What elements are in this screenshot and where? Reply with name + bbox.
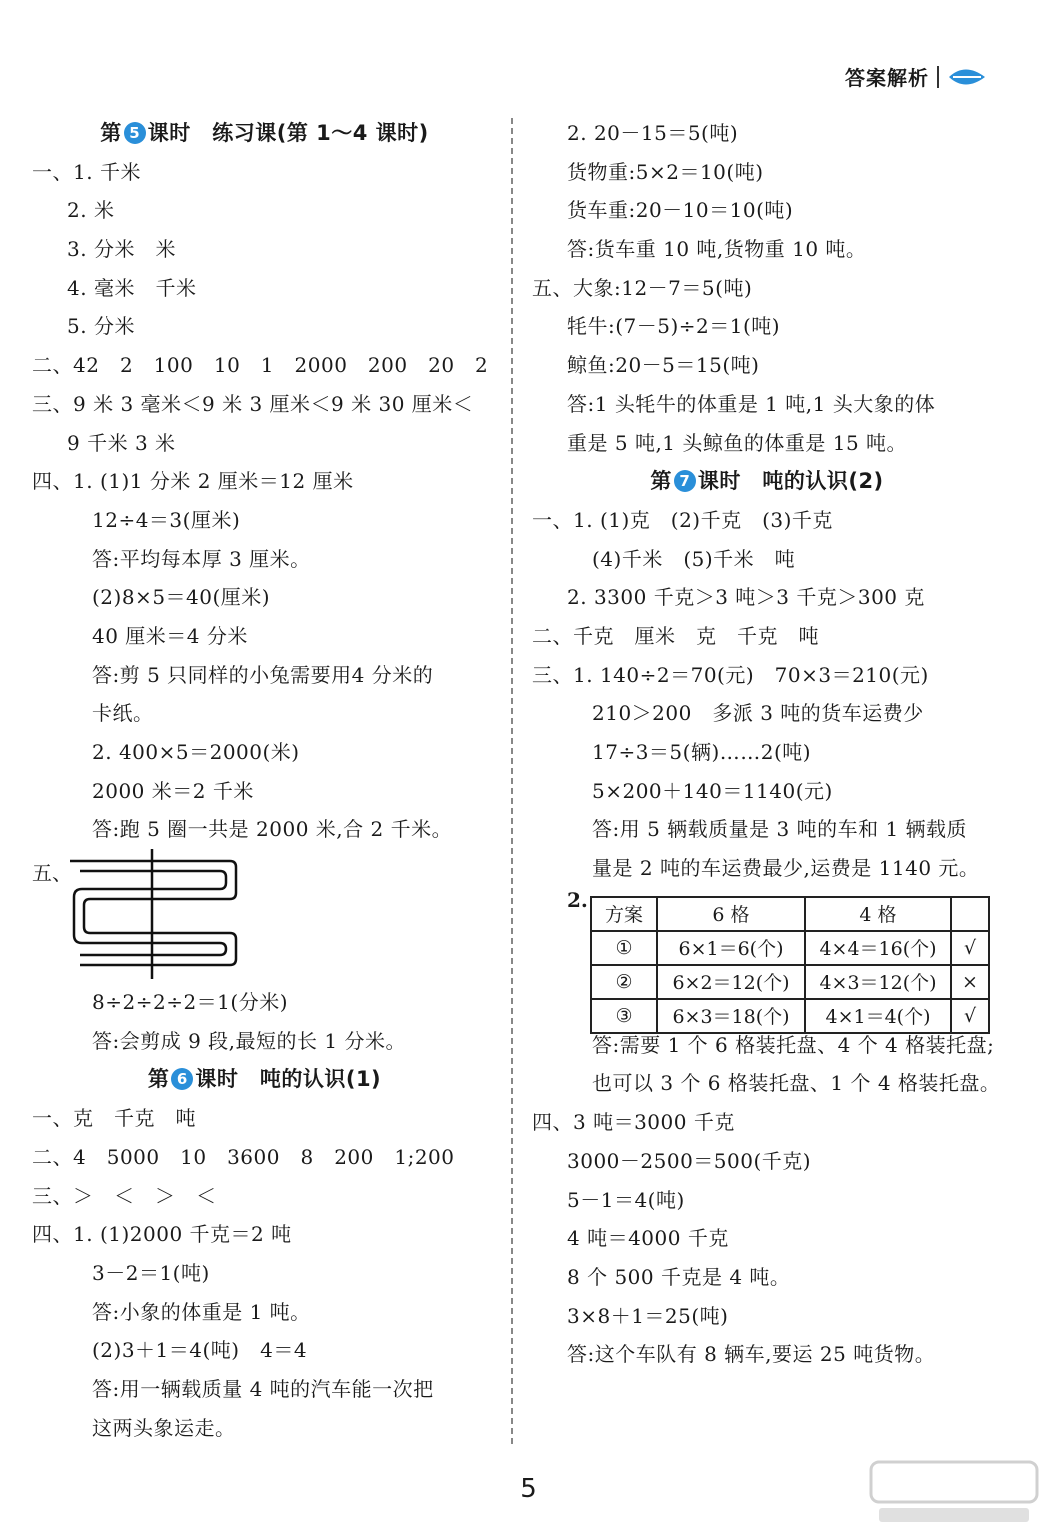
lesson-7-heading: 第 7 课时 吨的认识(2) (650, 469, 884, 494)
table-cell: 6×3＝18(个) (657, 999, 805, 1033)
header-separator (937, 66, 939, 88)
page-header (845, 62, 987, 91)
answer-line: 四、1. (1)2000 千克＝2 吨 (32, 1222, 292, 1247)
answer-line: 2. 米 (67, 198, 115, 223)
column-divider (511, 118, 513, 1444)
answer-line: 答:用 5 辆载质量是 3 吨的车和 1 辆载质 (592, 817, 968, 842)
table-header-row (591, 897, 989, 931)
answer-line: 4. 毫米 千米 (67, 275, 197, 300)
answer-line: 鲸鱼:20－5＝15(吨) (567, 353, 760, 378)
answer-line: (2)3＋1＝4(吨) 4＝4 (92, 1338, 308, 1363)
blue-leaf-icon (947, 64, 987, 90)
table-row (591, 931, 989, 965)
answer-line: 二、千克 厘米 克 千克 吨 (532, 623, 819, 648)
answer-line: 二、42 2 100 10 1 2000 200 20 2 (32, 353, 489, 378)
answer-line: 2. 400×5＝2000(米) (92, 740, 300, 764)
plan-table-row (532, 887, 1002, 1029)
cross-mark-icon: × (951, 965, 989, 999)
right-column (532, 114, 1002, 1374)
answer-line: 答:跑 5 圈一共是 2000 米,合 2 千米。 (92, 817, 453, 842)
answer-line: (4)千米 (5)千米 吨 (592, 546, 796, 571)
answer-line: 货车重:20－10＝10(吨) (567, 198, 794, 223)
answer-line: 答:会剪成 9 段,最短的长 1 分米。 (92, 1028, 406, 1053)
answer-line: 40 厘米＝4 分米 (92, 623, 248, 648)
answer-line: 5. 分米 (67, 314, 135, 339)
answer-line: 答:这个车队有 8 辆车,要运 25 吨货物。 (567, 1342, 936, 1367)
answer-line: 货物重:5×2＝10(吨) (567, 159, 764, 184)
answer-line: 量是 2 吨的车运费最少,运费是 1140 元。 (592, 856, 980, 881)
answer-line: 答:剪 5 只同样的小兔需要用4 分米的 (92, 662, 434, 687)
answer-line: 重是 5 吨,1 头鲸鱼的体重是 15 吨。 (567, 430, 908, 455)
table-header-cell: 方案 (591, 897, 657, 931)
table-row (591, 965, 989, 999)
table-cell: 4×4＝16(个) (805, 931, 951, 965)
answer-line: 也可以 3 个 6 格装托盘、1 个 4 格装托盘。 (592, 1071, 1001, 1096)
answer-line: 四、3 吨＝3000 千克 (532, 1110, 735, 1135)
answer-line: 2. 3300 千克＞3 吨＞3 千克＞300 克 (567, 585, 925, 610)
lesson-number-badge: 7 (674, 470, 696, 492)
answer-line: 一、克 千克 吨 (32, 1106, 196, 1131)
answer-line: 答:需要 1 个 6 格装托盘、4 个 4 格装托盘; (592, 1032, 995, 1057)
lesson-6-heading: 第 6 课时 吨的认识(1) (147, 1067, 382, 1092)
answer-line: 答:平均每本厚 3 厘米。 (92, 546, 311, 571)
answer-line: 2. 20－15＝5(吨) (567, 121, 739, 145)
lesson-number-badge: 6 (171, 1068, 193, 1090)
answer-line: 210＞200 多派 3 吨的货车运费少 (592, 701, 924, 726)
answer-line: 四、1. (1)1 分米 2 厘米＝12 厘米 (32, 469, 354, 494)
answer-line: 答:小象的体重是 1 吨。 (92, 1299, 311, 1324)
answer-line: 三、9 米 3 毫米＜9 米 3 厘米＜9 米 30 厘米＜ (32, 391, 474, 416)
answer-line: 答:用一辆载质量 4 吨的汽车能一次把 (92, 1376, 434, 1401)
answer-line: 答:1 头牦牛的体重是 1 吨,1 头大象的体 (567, 391, 936, 416)
table-header-cell (951, 897, 989, 931)
table-header-cell: 4 格 (805, 897, 951, 931)
answer-line: 二、4 5000 10 3600 8 200 1;200 (32, 1144, 455, 1169)
watermark-logo (869, 1458, 1039, 1528)
answer-line: 3000－2500＝500(千克) (567, 1148, 812, 1173)
answer-line: 5×200＋140＝1140(元) (592, 778, 833, 803)
answer-line: 8÷2÷2÷2＝1(分米) (92, 990, 289, 1015)
folded-rope-figure-row (32, 849, 497, 983)
answer-line: 2000 米＝2 千米 (92, 778, 254, 803)
answer-line: 答:货车重 10 吨,货物重 10 吨。 (567, 237, 867, 262)
lesson-5-heading: 第 5 课时 练习课(第 1～4 课时) (100, 121, 429, 145)
answer-line: 8 个 500 千克是 4 吨。 (567, 1264, 791, 1289)
answer-line: 3－2＝1(吨) (92, 1260, 210, 1285)
plan-table (590, 896, 990, 1034)
table-cell: 4×3＝12(个) (805, 965, 951, 999)
figure-label: 五、 (32, 861, 72, 886)
table-label: 2. (567, 887, 588, 912)
answer-line: 一、1. (1)克 (2)千克 (3)千克 (532, 507, 833, 532)
table-cell: 6×1＝6(个) (657, 931, 805, 965)
answer-line: 17÷3＝5(辆)……2(吨) (592, 740, 812, 764)
plan-table-wrapper (590, 896, 990, 1034)
lesson-number-badge: 5 (124, 122, 146, 144)
table-header-cell: 6 格 (657, 897, 805, 931)
header-title: 答案解析 (845, 66, 929, 90)
answer-line: 三、1. 140÷2＝70(元) 70×3＝210(元) (532, 662, 929, 687)
answer-line: (2)8×5＝40(厘米) (92, 585, 271, 610)
answer-line: 3×8＋1＝25(吨) (567, 1303, 729, 1328)
answer-line: 9 千米 3 米 (67, 430, 176, 455)
answer-line: 卡纸。 (92, 701, 154, 726)
table-cell: 4×1＝4(个) (805, 999, 951, 1033)
answer-line: 一、1. 千米 (32, 159, 141, 184)
answer-line: 三、＞ ＜ ＞ ＜ (32, 1183, 217, 1208)
answer-line: 3. 分米 米 (67, 237, 176, 262)
page-number: 5 (520, 1474, 537, 1504)
left-column (32, 114, 497, 1447)
table-row (591, 999, 989, 1033)
table-cell: ② (591, 965, 657, 999)
folded-rope-figure (70, 849, 240, 979)
answer-line: 这两头象运走。 (92, 1415, 236, 1440)
check-mark-icon: √ (951, 931, 989, 965)
answer-line: 5－1＝4(吨) (567, 1187, 685, 1212)
answer-line: 4 吨＝4000 千克 (567, 1226, 729, 1251)
table-cell: ③ (591, 999, 657, 1033)
table-cell: 6×2＝12(个) (657, 965, 805, 999)
answer-line: 牦牛:(7－5)÷2＝1(吨) (567, 314, 781, 339)
answer-line: 五、大象:12－7＝5(吨) (532, 275, 753, 300)
table-cell: ① (591, 931, 657, 965)
check-mark-icon: √ (951, 999, 989, 1033)
answer-line: 12÷4＝3(厘米) (92, 507, 241, 532)
